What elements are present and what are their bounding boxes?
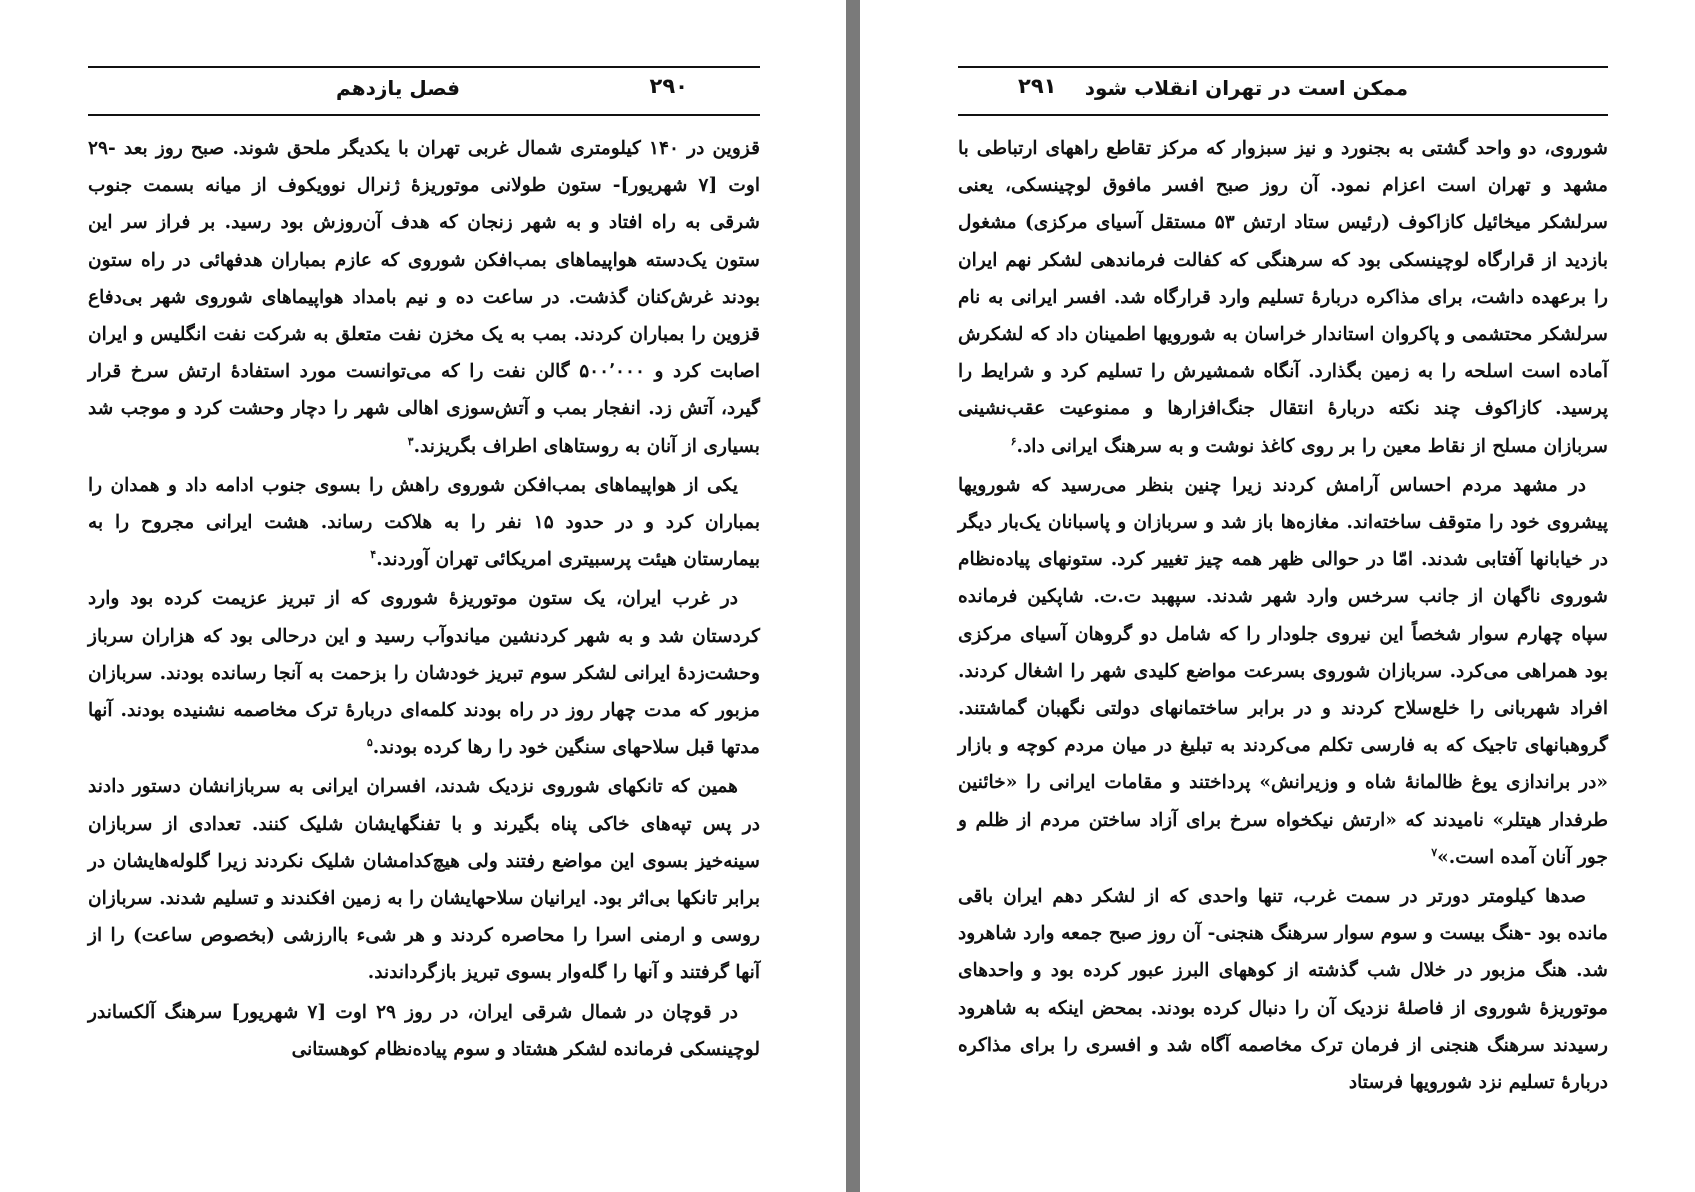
paragraph — [88, 580, 760, 766]
paragraph-text: یکی از هواپیماهای بمب‌افکن شوروی راهش را بسوی جنوب ادامه داد و همدان را بمباران کرد و در حدود ۱۵ نفر را به هلاکت رساند. هشت ایرانی مجروح را به بیمارستان هیئت پرسبیتری امریکائی تهران آوردند. — [88, 474, 760, 571]
paragraph — [958, 878, 1608, 1101]
footnote-marker: ۵ — [366, 736, 373, 750]
running-title: ممکن است در تهران انقلاب شود — [1084, 76, 1408, 100]
page-number: ۲۹۰ — [649, 74, 688, 98]
right-page-body — [958, 130, 1608, 1101]
paragraph — [958, 467, 1608, 876]
footnote-marker: ۷ — [1431, 845, 1438, 859]
paragraph-text: قزوین در ۱۴۰ کیلومتری شمال غربی تهران با یکدیگر ملحق شوند. صبح روز بعد -۲۹ اوت [۷ شهریور]- ستون طولانی موتوریزهٔ ژنرال نوویکوف از میانه بسمت جنوب شرقی به راه افتاد و به شهر زنجان که هدف آن‌روزش بود رسید. بر فراز سر این ستون یک‌دسته هواپیماهای بمب‌افکن شوروی که عازم بمباران هدفهائی در راه ستون بودند غرش‌کنان گذشت. در ساعت ده و نیم بامداد هواپیماهای شوروی شهر بی‌دفاع قزوین را بمباران کردند. بمب به یک مخزن نفت متعلق به شرکت نفت انگلیس و ایران اصابت کرد و ۵۰۰٬۰۰۰ گالن نفت را که می‌توانست مورد استفادهٔ ارتش سرخ قرار گیرد، آتش زد. انفجار بمب و آتش‌سوزی اهالی شهر را دچار وحشت کرد و موجب شد بسیاری از آنان به روستاهای اطراف بگریزند. — [88, 138, 761, 457]
footnote-marker: ۳ — [407, 434, 414, 448]
paragraph-text: صدها کیلومتر دورتر در سمت غرب، تنها واحدی که از لشکر دهم ایران باقی مانده بود -هنگ بیست و سوم سوار سرهنگ هنجنی- آن روز صبح جمعه وارد شاهرود شد. هنگ مزبور در خلال شب گذشته از کوههای البرز عبور کرده بود و واحدهای موتوریزهٔ شوروی از فاصلهٔ نزدیک آن را دنبال کرده بودند. بمحض اینکه به شاهرود رسیدند سرهنگ هنجنی از فرمان ترک مخاصمه آگاه شد و افسری را برای مذاکره دربارهٔ تسلیم نزد شورویها فرستاد — [958, 886, 1608, 1094]
paragraph-text: در قوچان در شمال شرقی ایران، در روز ۲۹ اوت [۷ شهریور] سرهنگ آلکساندر لوچینسکی فرمانده لشکر هشتاد و سوم پیاده‌نظام کوهستانی — [88, 1001, 760, 1060]
book-gutter — [846, 0, 860, 1192]
right-page-header — [958, 66, 1608, 116]
paragraph — [88, 994, 760, 1068]
left-page-header — [88, 66, 760, 116]
footnote-marker: ۴ — [370, 548, 377, 562]
page-number: ۲۹۱ — [1018, 74, 1057, 98]
paragraph — [88, 768, 760, 991]
running-title: فصل یازدهم — [336, 76, 460, 100]
paragraph-text: در غرب ایران، یک ستون موتوریزهٔ شوروی که از تبریز عزیمت کرده بود وارد کردستان شد و به شهر کردنشین میاندوآب رسید و این درحالی بود که هزاران سرباز وحشت‌زدهٔ ایرانی لشکر سوم تبریز خودشان را بزحمت به آنجا رسانده بودند. سربازان مزبور که مدت چهار روز در راه بودند کلمه‌ای دربارهٔ ترک مخاصمه نشنیده بودند. آنها مدتها قبل سلاحهای سنگین خود را رها کرده بودند. — [88, 588, 760, 759]
paragraph — [88, 467, 760, 579]
paragraph-text: شوروی، دو واحد گشتی به بجنورد و نیز سبزوار که مرکز تقاطع راههای ارتباطی با مشهد و تهران است اعزام نمود. آن روز صبح افسر مافوق لوچینسکی، یعنی سرلشکر میخائیل کازاکوف (رئیس ستاد ارتش ۵۳ مستقل آسیای مرکزی) مشغول بازدید از قرارگاه لوچینسکی بود که سرهنگی که کفالت فرماندهی لشکر نهم ایران را برعهده داشت، برای مذاکره دربارهٔ تسلیم وارد قرارگاه شد. افسر ایرانی به نام سرلشکر محتشمی و پاکروان استاندار خراسان به شورویها اطمینان داد که لشکرش آماده است اسلحه را به زمین بگذارد. آنگاه شمشیرش را تسلیم کرد و شرایط را پرسید. کازاکوف چند نکته دربارهٔ انتقال جنگ‌افزارها و ممنوعیت عقب‌نشینی سربازان مسلح از نقاط معین را بر روی کاغذ نوشت و به سرهنگ ایرانی داد. — [958, 138, 1608, 457]
left-page — [88, 0, 760, 1192]
paragraph — [88, 130, 760, 465]
left-page-body — [88, 130, 760, 1068]
paragraph-text: در مشهد مردم احساس آرامش کردند زیرا چنین بنظر می‌رسید که شورویها پیشروی خود را متوقف ساخته‌اند. مغازه‌ها باز شد و سربازان و پاسبانان یک‌بار دیگر در خیابانها آفتابی شدند. امّا در حوالی ظهر همه چیز تغییر کرد. ستونهای پیاده‌نظام شوروی ناگهان از جانب سرخس وارد شهر شدند. سپهبد ت.ت. شاپکین فرمانده سپاه چهارم سوار شخصاً این نیروی جلودار را که شامل دو گروهان آسیای مرکزی بود همراهی می‌کرد. سربازان شوروی بسرعت مواضع کلیدی شهر را اشغال کردند. افراد شهربانی را خلع‌سلاح کردند و در برابر ساختمانهای دولتی نگهبان گماشتند. گروهبانهای تاجیک که به فارسی تکلم می‌کردند به تبلیغ در میان مردم کوچه و بازار «در براندازی یوغ ظالمانهٔ شاه و وزیرانش» پرداختند و مقامات ایرانی را «خائنین طرفدار هیتلر» نامیدند که «ارتش نیکخواه سرخ برای آزاد ساختن مردم از ظلم و جور آنان آمده است.» — [958, 474, 1608, 868]
paragraph-text: همین که تانکهای شوروی نزدیک شدند، افسران ایرانی به سربازانشان دستور دادند در پس تپه‌های خاکی پناه بگیرند و با تفنگهایشان شلیک کنند. تعدادی از سربازان سینه‌خیز بسوی این مواضع رفتند ولی هیچ‌کدامشان شلیک نکردند زیرا گلوله‌هایشان در برابر تانکها بی‌اثر بود. ایرانیان سلاحهایشان را به زمین افکندند و تسلیم شدند. سربازان روسی و ارمنی اسرا را محاصره کردند و هر شیء باارزشی (بخصوص ساعت) را از آنها گرفتند و آنها را گله‌وار بسوی تبریز بازگرداندند. — [88, 776, 760, 984]
footnote-marker: ۶ — [1010, 434, 1017, 448]
paragraph — [958, 130, 1608, 465]
right-page — [958, 0, 1608, 1192]
